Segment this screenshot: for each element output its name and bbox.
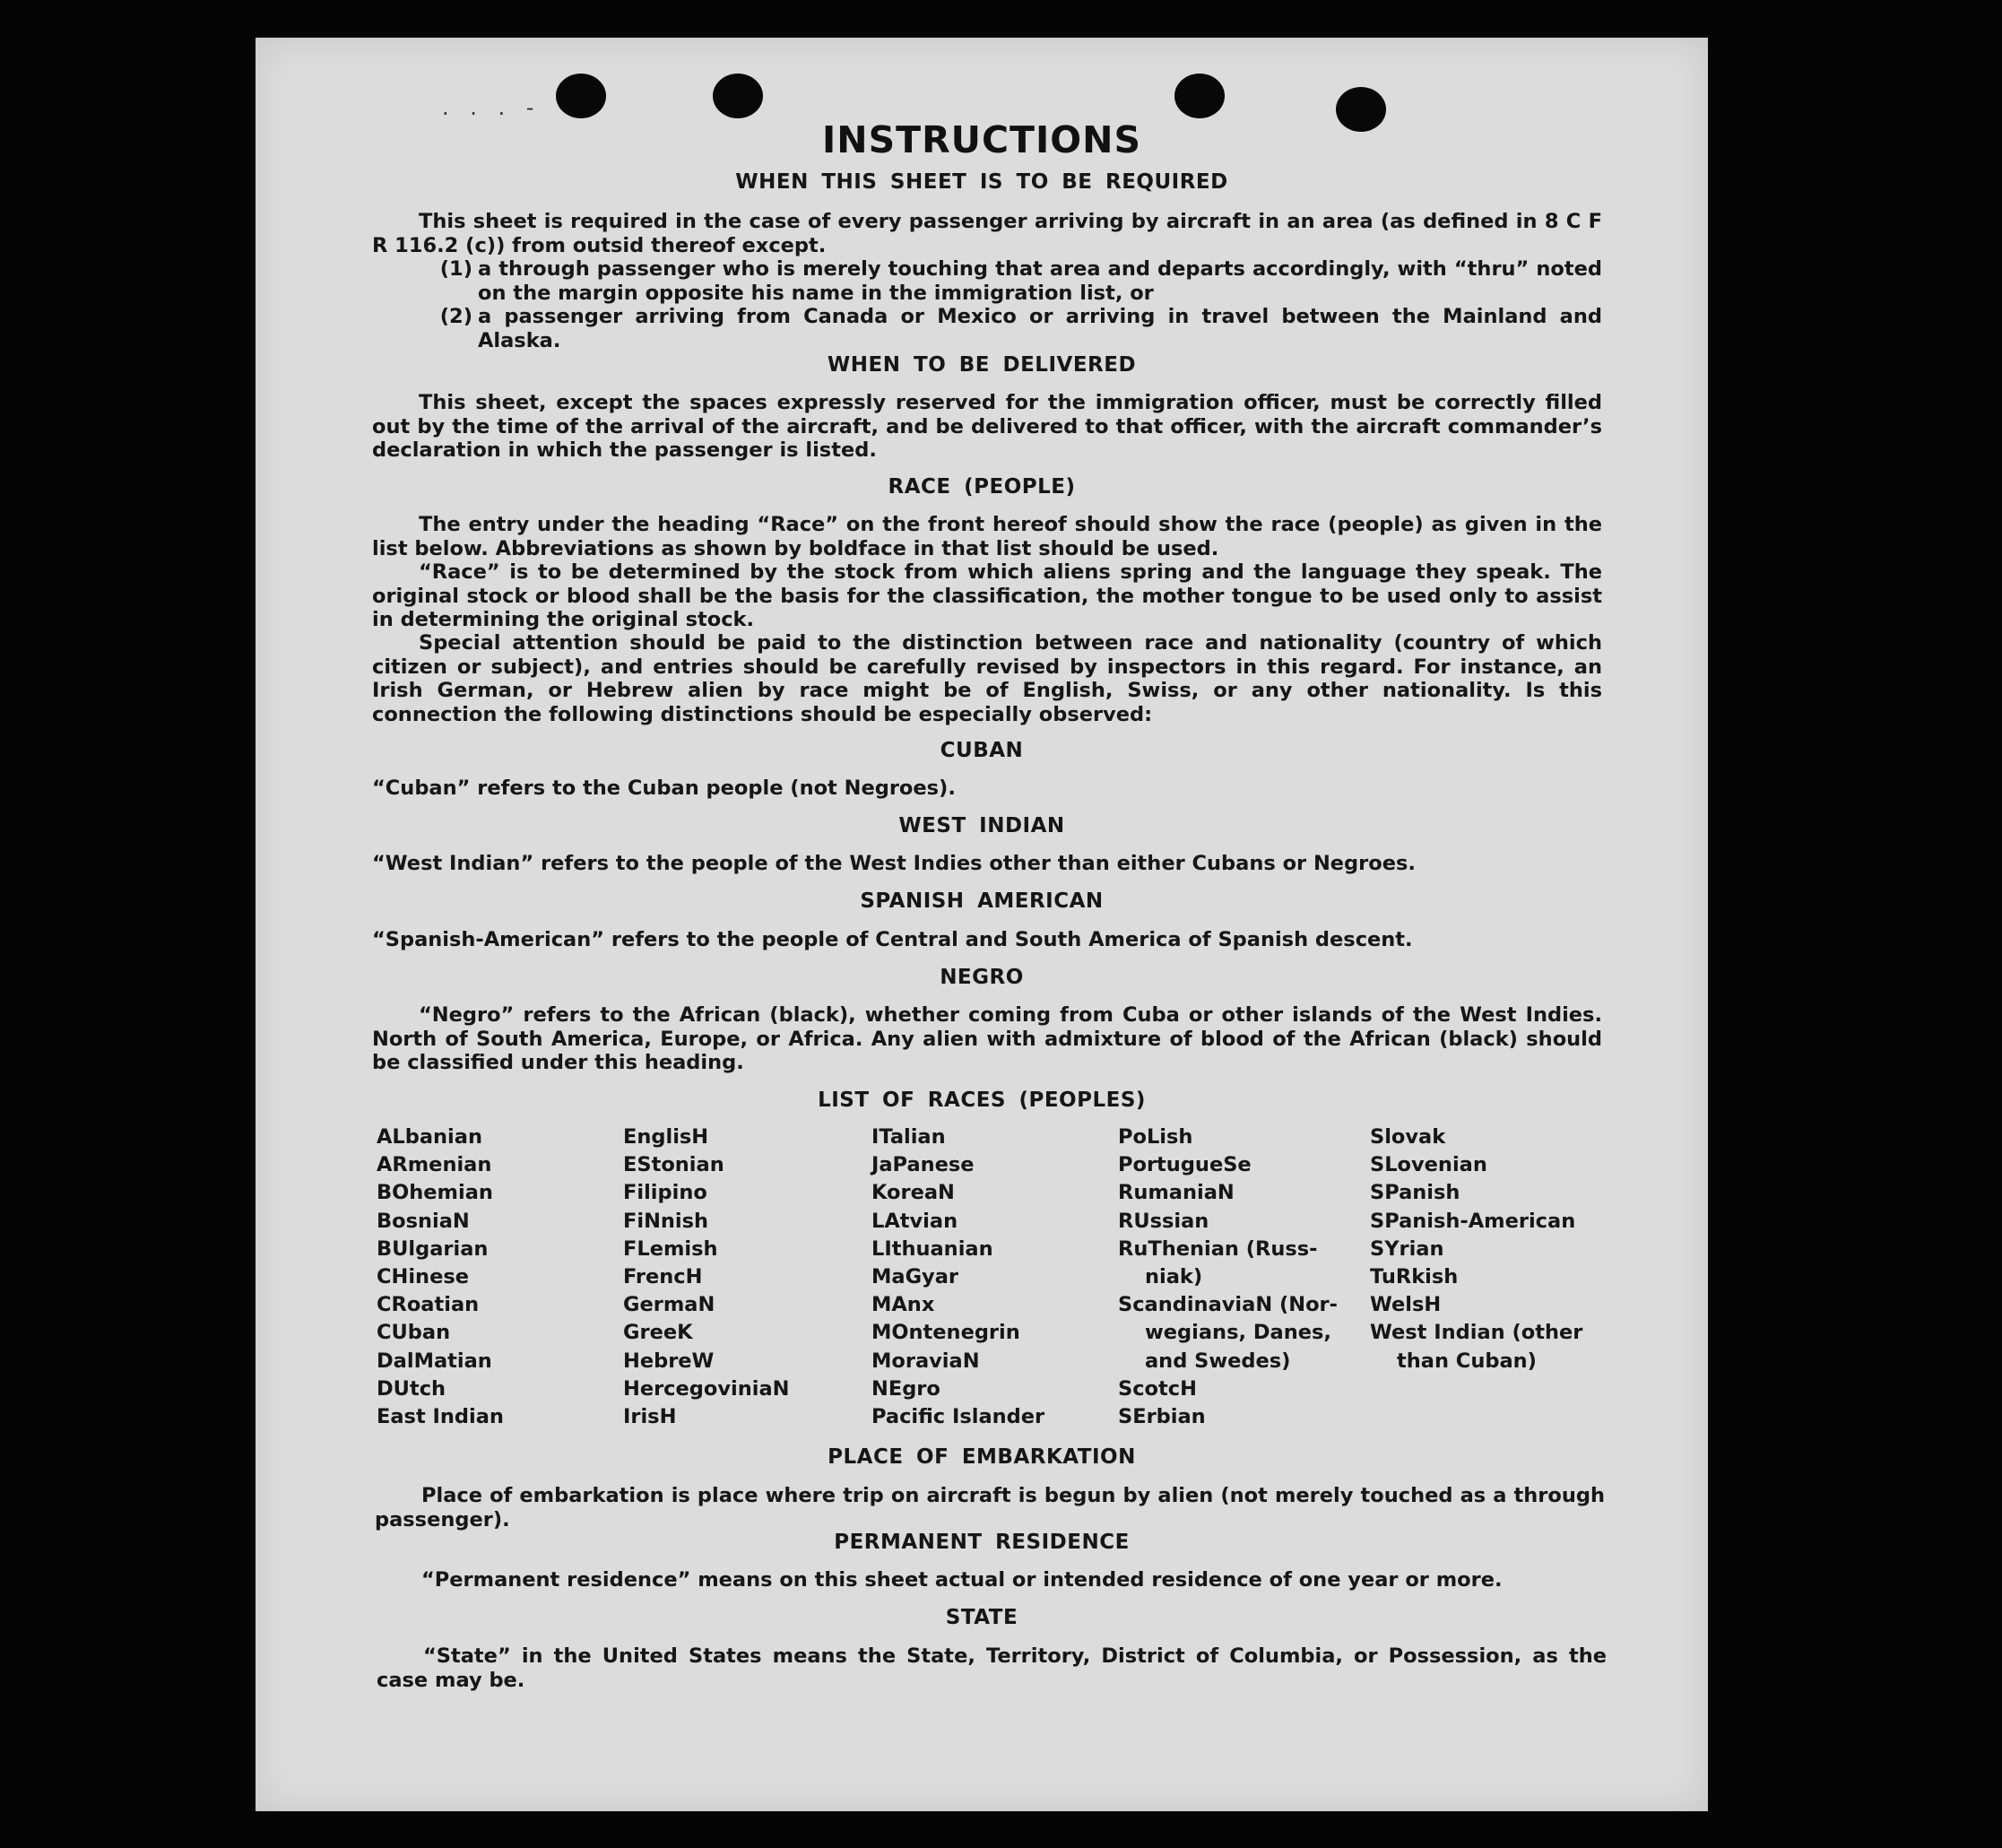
race-entry: DUtch bbox=[377, 1376, 446, 1401]
race-entry: TuRkish bbox=[1370, 1265, 1459, 1289]
race-entry: BosniaN bbox=[377, 1209, 470, 1233]
races-column-3 bbox=[871, 1124, 1044, 1431]
race-entry: CRoatian bbox=[377, 1293, 480, 1317]
race-entry: DalMatian bbox=[377, 1349, 492, 1373]
race-entry: RUssian bbox=[1118, 1209, 1209, 1233]
race-entry: BUlgarian bbox=[377, 1236, 489, 1261]
race-entry: LAtvian bbox=[871, 1209, 958, 1233]
race-entry: MaGyar bbox=[871, 1265, 958, 1289]
race-entry: than Cuban) bbox=[1397, 1349, 1537, 1373]
place-of-embarkation-text: Place of embarkation is place where trip on aircraft is begun by alien (not merely touched as a through passenger). bbox=[375, 1484, 1605, 1531]
race-paragraph-1: The entry under the heading “Race” on the front hereof should show the race (people) as given in the list below. Abbreviations as shown by boldface in that list should be used. bbox=[372, 513, 1602, 560]
race-entry: PoLish bbox=[1118, 1125, 1193, 1149]
race-entry: CUban bbox=[377, 1321, 451, 1345]
race-entry: FLemish bbox=[623, 1236, 718, 1261]
permanent-residence-text: “Permanent residence” means on this sheet actual or intended residence of one year or more. bbox=[421, 1568, 1503, 1592]
race-entry: SErbian bbox=[1118, 1405, 1206, 1429]
race-entry: PortugueSe bbox=[1118, 1153, 1252, 1177]
exception-item-1: (1) a through passenger who is merely touching that area and departs accordingly, with “thru” noted on the margin opposite his name in the immigration list, or bbox=[439, 257, 1602, 305]
race-entry: ARmenian bbox=[377, 1153, 492, 1177]
punch-hole-3 bbox=[1174, 74, 1225, 118]
race-entry: SYrian bbox=[1370, 1236, 1444, 1261]
negro-text: “Negro” refers to the African (black), whether coming from Cuba or other islands of the West Indies. North of South America, Europe, or Africa. Any alien with admixture of blood of the African (black) should be classified under this heading. bbox=[372, 1003, 1602, 1074]
heading-state: STATE bbox=[945, 1606, 1018, 1629]
exception-list bbox=[372, 257, 1602, 352]
heading-cuban: CUBAN bbox=[940, 739, 1024, 762]
heading-when-required: WHEN THIS SHEET IS TO BE REQUIRED bbox=[735, 170, 1228, 194]
race-entry: SPanish bbox=[1370, 1181, 1460, 1205]
race-entry: and Swedes) bbox=[1145, 1349, 1291, 1373]
race-entry: wegians, Danes, bbox=[1145, 1321, 1331, 1345]
races-column-2 bbox=[623, 1124, 789, 1431]
heading-permanent-residence: PERMANENT RESIDENCE bbox=[834, 1531, 1130, 1554]
heading-place-of-embarkation: PLACE OF EMBARKATION bbox=[828, 1445, 1136, 1469]
exception-item-2: (2) a passenger arriving from Canada or Mexico or arriving in travel between the Mainland and Alaska. bbox=[439, 305, 1602, 352]
races-column-1 bbox=[377, 1124, 504, 1431]
heading-west-indian: WEST INDIAN bbox=[898, 814, 1065, 837]
race-entry: MoraviaN bbox=[871, 1349, 980, 1373]
race-entry: WelsH bbox=[1370, 1293, 1442, 1317]
heading-list-of-races: LIST OF RACES (PEOPLES) bbox=[818, 1089, 1146, 1112]
race-entry: JaPanese bbox=[871, 1153, 975, 1177]
when-delivered-text: This sheet, except the spaces expressly reserved for the immigration officer, must be correctly filled out by the time of the arrival of the aircraft, and be delivered to that officer, with the aircraft commander’s declaration in which the passenger is listed. bbox=[372, 391, 1602, 462]
race-paragraph-3: Special attention should be paid to the distinction between race and nationality (country of which citizen or subject), and entries should be carefully revised by inspectors in this regard. For instance, an Irish German, or Hebrew alien by race might be of English, Swiss, or any other nationality. Is this connection the following distinctions should be especially observed: bbox=[372, 631, 1602, 726]
heading-negro: NEGRO bbox=[940, 966, 1024, 989]
race-entry: MOntenegrin bbox=[871, 1321, 1020, 1345]
race-entry: KoreaN bbox=[871, 1181, 955, 1205]
race-entry: ALbanian bbox=[377, 1125, 482, 1149]
race-entry: MAnx bbox=[871, 1293, 935, 1317]
race-entry: West Indian (other bbox=[1370, 1321, 1583, 1345]
race-entry: EStonian bbox=[623, 1153, 724, 1177]
cuban-text: “Cuban” refers to the Cuban people (not Negroes). bbox=[372, 777, 956, 800]
race-entry: RumaniaN bbox=[1118, 1181, 1235, 1205]
race-entry: ScotcH bbox=[1118, 1376, 1197, 1401]
race-entry: LIthuanian bbox=[871, 1236, 993, 1261]
race-entry: RuThenian (Russ- bbox=[1118, 1236, 1318, 1261]
race-entry: niak) bbox=[1145, 1265, 1203, 1289]
race-entry: FrencH bbox=[623, 1265, 703, 1289]
heading-race: RACE (PEOPLE) bbox=[888, 475, 1076, 499]
heading-spanish-american: SPANISH AMERICAN bbox=[860, 889, 1104, 913]
race-entry: EnglisH bbox=[623, 1125, 709, 1149]
race-entry: GermaN bbox=[623, 1293, 715, 1317]
race-entry: GreeK bbox=[623, 1321, 693, 1345]
punch-hole-1 bbox=[556, 74, 606, 118]
race-entry: ITalian bbox=[871, 1125, 946, 1149]
race-entry: Slovak bbox=[1370, 1125, 1446, 1149]
race-entry: CHinese bbox=[377, 1265, 469, 1289]
race-entry: HercegoviniaN bbox=[623, 1376, 790, 1401]
race-entry: IrisH bbox=[623, 1405, 677, 1429]
race-entry: SPanish-American bbox=[1370, 1209, 1576, 1233]
state-text: “State” in the United States means the State, Territory, District of Columbia, or Possession, as the case may be. bbox=[377, 1644, 1607, 1692]
races-column-5 bbox=[1370, 1124, 1582, 1375]
race-entry: SLovenian bbox=[1370, 1153, 1487, 1177]
race-entry: ScandinaviaN (Nor- bbox=[1118, 1293, 1338, 1317]
race-entry: Filipino bbox=[623, 1181, 707, 1205]
page-title: INSTRUCTIONS bbox=[822, 118, 1141, 161]
races-column-4 bbox=[1118, 1124, 1338, 1431]
punch-dots-decoration: . . . - bbox=[442, 95, 542, 120]
race-entry: East Indian bbox=[377, 1405, 504, 1429]
race-entry: Pacific Islander bbox=[871, 1405, 1045, 1429]
spanish-american-text: “Spanish-American” refers to the people of Central and South America of Spanish descent. bbox=[372, 928, 1413, 951]
race-entry: FiNnish bbox=[623, 1209, 709, 1233]
when-required-intro: This sheet is required in the case of every passenger arriving by aircraft in an area (as defined in 8 C F R 116.2 (c)) from outsid thereof except. bbox=[372, 210, 1602, 257]
race-entry: HebreW bbox=[623, 1349, 715, 1373]
race-entry: BOhemian bbox=[377, 1181, 493, 1205]
punch-hole-2 bbox=[713, 74, 763, 118]
document-sheet bbox=[256, 38, 1708, 1811]
heading-when-delivered: WHEN TO BE DELIVERED bbox=[827, 353, 1137, 377]
west-indian-text: “West Indian” refers to the people of the West Indies other than either Cubans or Negroes. bbox=[372, 852, 1416, 875]
race-entry: NEgro bbox=[871, 1376, 940, 1401]
race-paragraph-2: “Race” is to be determined by the stock from which aliens spring and the language they speak. The original stock or blood shall be the basis for the classification, the mother tongue to be used only to assist in determining the original stock. bbox=[372, 560, 1602, 631]
